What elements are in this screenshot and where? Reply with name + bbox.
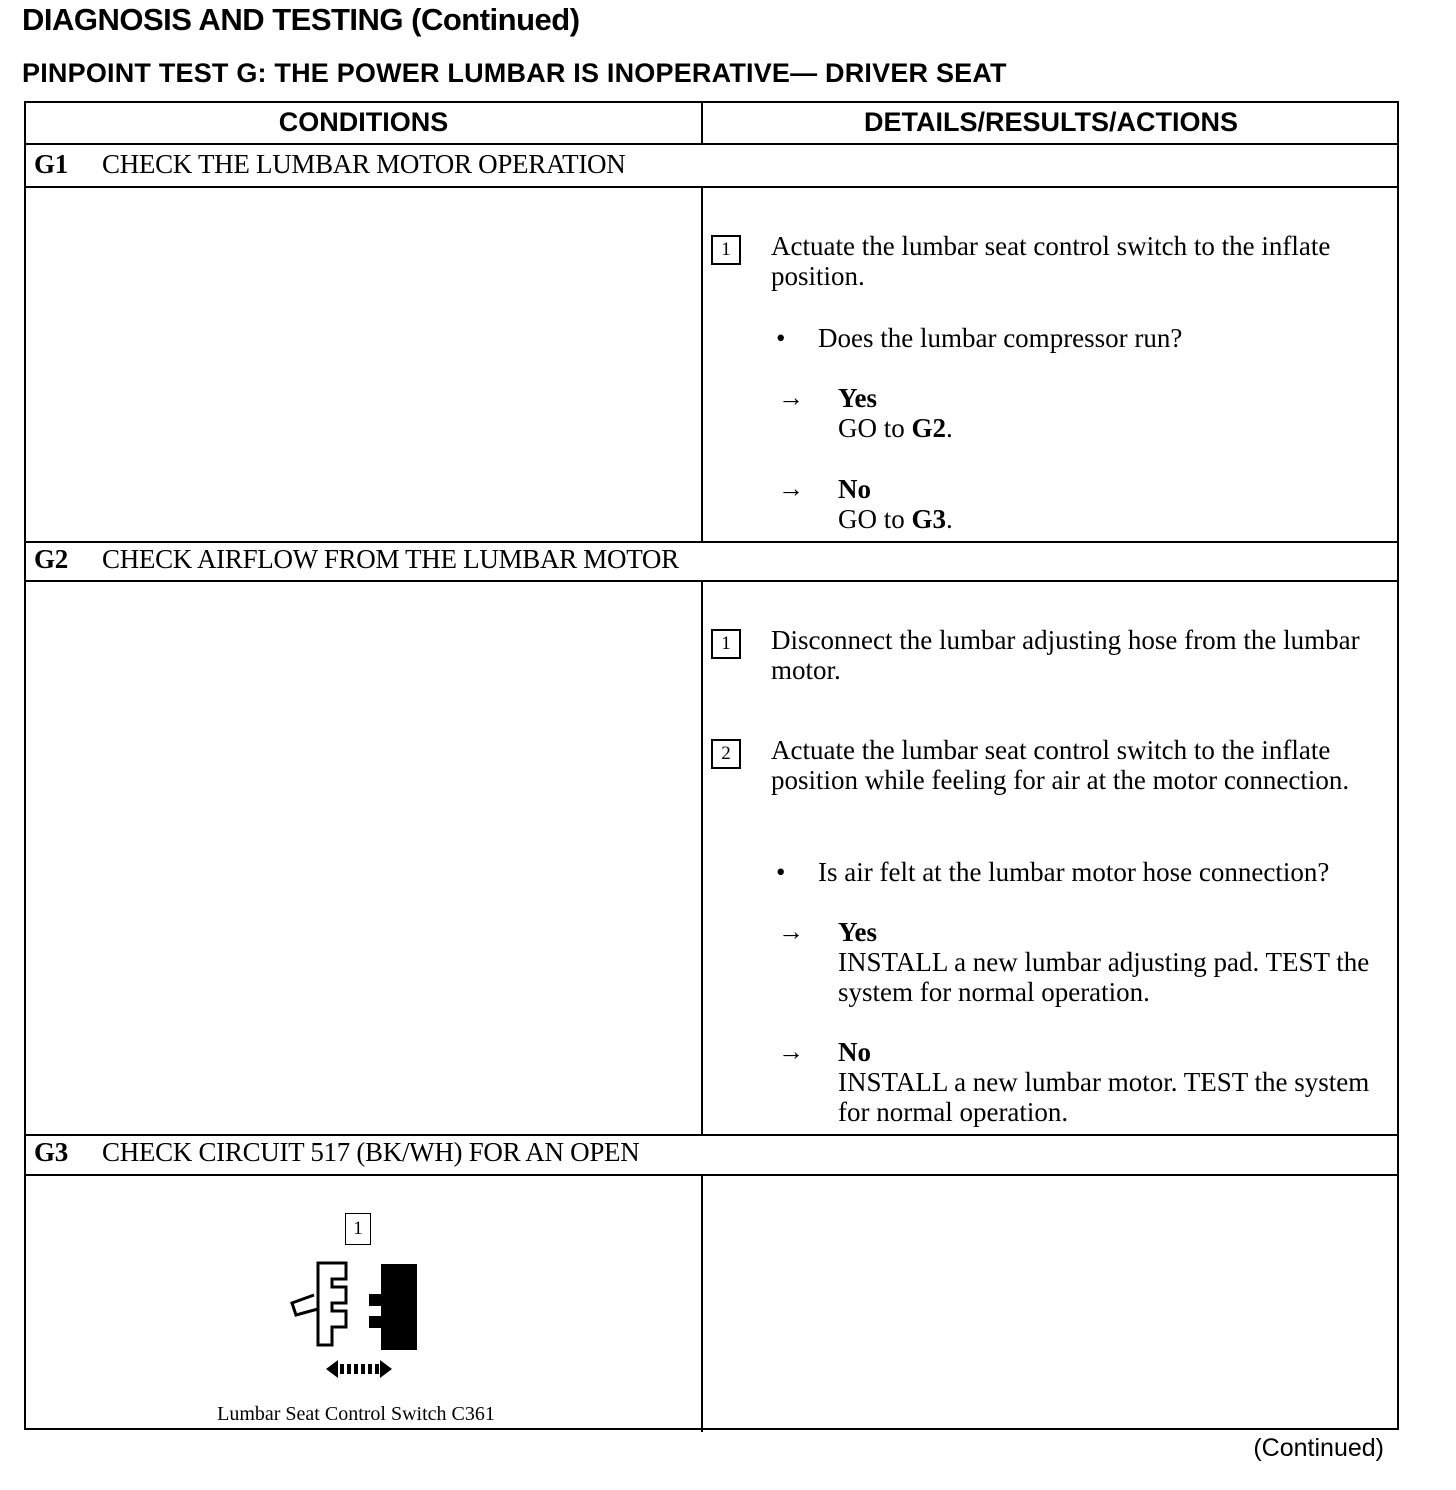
- column-header-conditions: CONDITIONS: [278, 107, 449, 137]
- arrow-right-icon: →: [778, 1037, 804, 1066]
- g2-result-no: [838, 1037, 1393, 1127]
- step-text: Disconnect the lumbar adjusting hose from the lumbar motor.: [771, 625, 1360, 685]
- section-title-g3: [34, 1137, 639, 1168]
- result-action: INSTALL a new lumbar motor. TEST the system for normal operation.: [838, 1067, 1370, 1127]
- continued-footer: (Continued): [1253, 1434, 1384, 1462]
- step-number-box: 2: [711, 739, 741, 769]
- section-title-text: CHECK AIRFLOW FROM THE LUMBAR MOTOR: [102, 544, 679, 574]
- g1-question: Does the lumbar compressor run?: [818, 323, 1183, 353]
- g1-result-yes: [838, 383, 1393, 443]
- connector-latch: [292, 1285, 318, 1315]
- result-target: G2: [911, 413, 947, 443]
- arrow-shaft: [340, 1364, 379, 1374]
- result-label: No: [838, 474, 871, 504]
- g2-question: Is air felt at the lumbar motor hose connection?: [818, 857, 1330, 887]
- section-title-g1: [34, 149, 625, 180]
- result-punct: .: [946, 413, 953, 443]
- figure-caption: Lumbar Seat Control Switch C361: [217, 1403, 495, 1425]
- section-id: G3: [34, 1137, 68, 1167]
- arrow-right-icon: [380, 1360, 392, 1378]
- pinpoint-test-table: [24, 101, 1399, 1430]
- connector-c361-icon: [26, 1179, 700, 1399]
- arrow-right-icon: →: [778, 917, 804, 946]
- step-text: Actuate the lumbar seat control switch to the inflate position while feeling for air at the motor connection.: [771, 735, 1350, 795]
- page-title: DIAGNOSIS AND TESTING (Continued): [22, 2, 580, 37]
- connector-figure: [26, 1179, 700, 1429]
- g2-title-rule: [26, 580, 1397, 582]
- arrow-left-icon: [326, 1360, 338, 1378]
- connector-half-solid: [370, 1265, 416, 1349]
- result-action: INSTALL a new lumbar adjusting pad. TEST the system for normal operation.: [838, 947, 1370, 1007]
- g1-result-no: [838, 474, 1393, 534]
- result-action: GO to: [838, 413, 912, 443]
- g2-end-rule: [26, 1134, 1397, 1136]
- column-divider: [701, 186, 703, 541]
- arrow-right-icon: →: [778, 383, 804, 412]
- bullet-icon: •: [776, 323, 786, 353]
- column-header-details: DETAILS/RESULTS/ACTIONS: [863, 107, 1238, 137]
- section-id: G2: [34, 544, 68, 574]
- connector-half-outline: [318, 1263, 346, 1345]
- pinpoint-test-title: PINPOINT TEST G: THE POWER LUMBAR IS INOPERATIVE— DRIVER SEAT: [22, 58, 1007, 88]
- g1-title-rule: [26, 186, 1397, 188]
- g1-end-rule: [26, 541, 1397, 543]
- section-title-text: CHECK THE LUMBAR MOTOR OPERATION: [102, 149, 626, 179]
- g2-result-yes: [838, 917, 1393, 1007]
- header-rule: [26, 143, 1397, 145]
- section-id: G1: [34, 149, 68, 179]
- result-label: Yes: [838, 917, 877, 947]
- step-number-box: 1: [711, 235, 741, 265]
- result-target: G3: [911, 504, 947, 534]
- result-label: No: [838, 1037, 871, 1067]
- result-punct: .: [946, 504, 953, 534]
- result-label: Yes: [838, 383, 877, 413]
- arrow-right-icon: →: [778, 474, 804, 503]
- column-divider: [701, 1174, 703, 1432]
- column-divider: [701, 580, 703, 1134]
- bullet-icon: •: [776, 857, 786, 887]
- result-action: GO to: [838, 504, 912, 534]
- step-text: Actuate the lumbar seat control switch to the inflate position.: [771, 231, 1331, 291]
- step-number-box: 1: [711, 629, 741, 659]
- figure-step-number-box: 1: [345, 1213, 371, 1245]
- section-title-text: CHECK CIRCUIT 517 (BK/WH) FOR AN OPEN: [102, 1137, 640, 1167]
- section-title-g2: [34, 544, 679, 575]
- g3-title-rule: [26, 1174, 1397, 1176]
